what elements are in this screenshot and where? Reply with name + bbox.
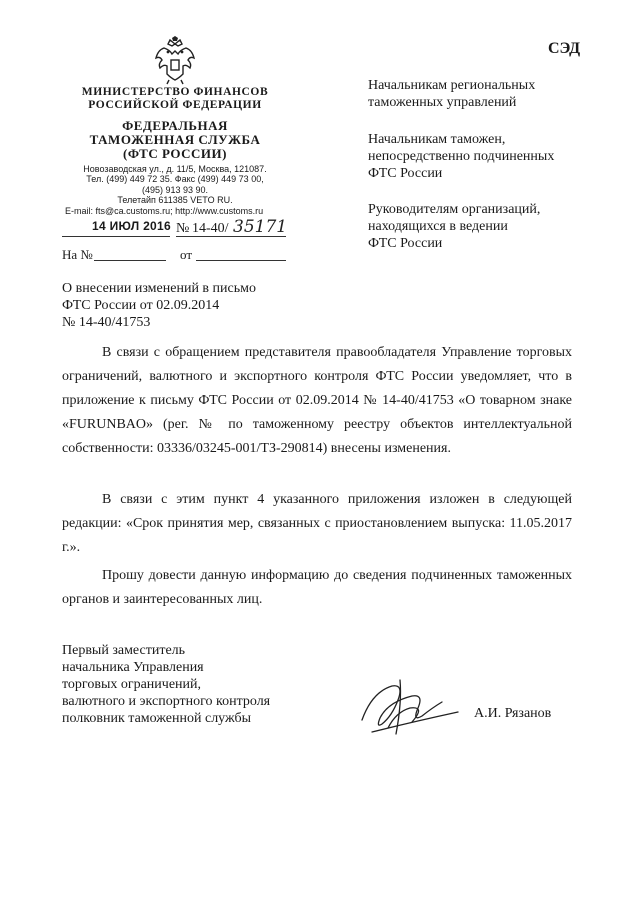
contact-details [65, 164, 285, 216]
signatory-name: А.И. Рязанов [474, 706, 552, 721]
contact-line: Тел. (499) 449 72 35. Факс (499) 449 73 00, [86, 174, 264, 185]
handwritten-signature [352, 672, 467, 742]
addressee-line: Начальникам таможен, [368, 132, 506, 147]
addressee-line: таможенных управлений [368, 95, 517, 110]
position-line: начальника Управления [62, 660, 204, 675]
reference-number-blank [94, 260, 166, 261]
registration-number-label: № [176, 221, 190, 236]
position-line: полковник таможенной службы [62, 711, 252, 726]
registration-date-stamp: 14 ИЮЛ 2016 [92, 219, 171, 233]
addressee-line: Руководителям организаций, [368, 202, 541, 217]
reference-number-label: На № [62, 247, 93, 262]
body-paragraph: В связи с этим пункт 4 указанного приложения изложен в следующей редакции: «Срок принятия мер, связанных с приостановлением выпуска: 11.05.2017 г.». [62, 492, 572, 555]
subject-line: № 14-40/41753 [62, 315, 151, 330]
ministry-line: РОССИЙСКОЙ ФЕДЕРАЦИИ [88, 99, 262, 111]
addressee-line: ФТС России [368, 166, 443, 181]
ministry-name [75, 86, 275, 112]
addressee-line: ФТС России [368, 236, 443, 251]
addressee-block [368, 131, 608, 182]
body-paragraph: В связи с обращением представителя правообладателя Управление торговых ограничений, валютного и экспортного контроля ФТС России уведомляет, что в приложение к письму ФТС России от 02.09.2014 № 14-40/41753 «О товарном знаке «FURUNBAO» (рег. № по таможенному реестру объектов интеллектуальной собственности: 03336/03245-001/ТЗ-290814) внесены изменения. [62, 345, 572, 456]
subject-line: О внесении изменений в письмо [62, 281, 256, 296]
sed-mark: СЭД [548, 40, 581, 57]
contact-line: Новозаводская ул., д. 11/5, Москва, 121087. [83, 164, 267, 174]
addressee-line: Начальникам региональных [368, 78, 536, 93]
position-line: Первый заместитель [62, 643, 186, 658]
email-line: E-mail: fts@ca.customs.ru; http://www.customs.ru [65, 205, 264, 216]
number-underline [176, 236, 286, 237]
service-name [75, 119, 275, 161]
position-line: валютного и экспортного контроля [62, 694, 271, 709]
coat-of-arms-icon [150, 36, 200, 86]
date-underline [62, 236, 170, 237]
signatory-position [62, 642, 322, 727]
addressee-block [368, 77, 608, 111]
contact-line: (495) 913 93 90. [141, 184, 209, 195]
subject-line: ФТС России от 02.09.2014 [62, 298, 220, 313]
reference-date-label: от [180, 247, 193, 262]
registration-number-handwritten: 35171 [233, 217, 288, 237]
service-line: (ФТС РОССИИ) [123, 146, 227, 161]
addressee-line: находящихся в ведении [368, 219, 508, 234]
letter-subject [62, 280, 322, 331]
body-paragraph: Прошу довести данную информацию до сведения подчиненных таможенных органов и заинтересованных лиц. [62, 568, 572, 607]
addressee-block [368, 201, 608, 252]
contact-line: Телетайп 611385 VETO RU. [117, 195, 233, 206]
addressee-line: непосредственно подчиненных [368, 149, 555, 164]
position-line: торговых ограничений, [62, 677, 202, 692]
ministry-line: МИНИСТЕРСТВО ФИНАНСОВ [81, 86, 269, 98]
registration-number: 14-40/ [192, 221, 229, 236]
service-line: ФЕДЕРАЛЬНАЯ [122, 118, 228, 133]
reference-date-blank [196, 260, 286, 261]
service-line: ТАМОЖЕННАЯ СЛУЖБА [89, 132, 261, 147]
